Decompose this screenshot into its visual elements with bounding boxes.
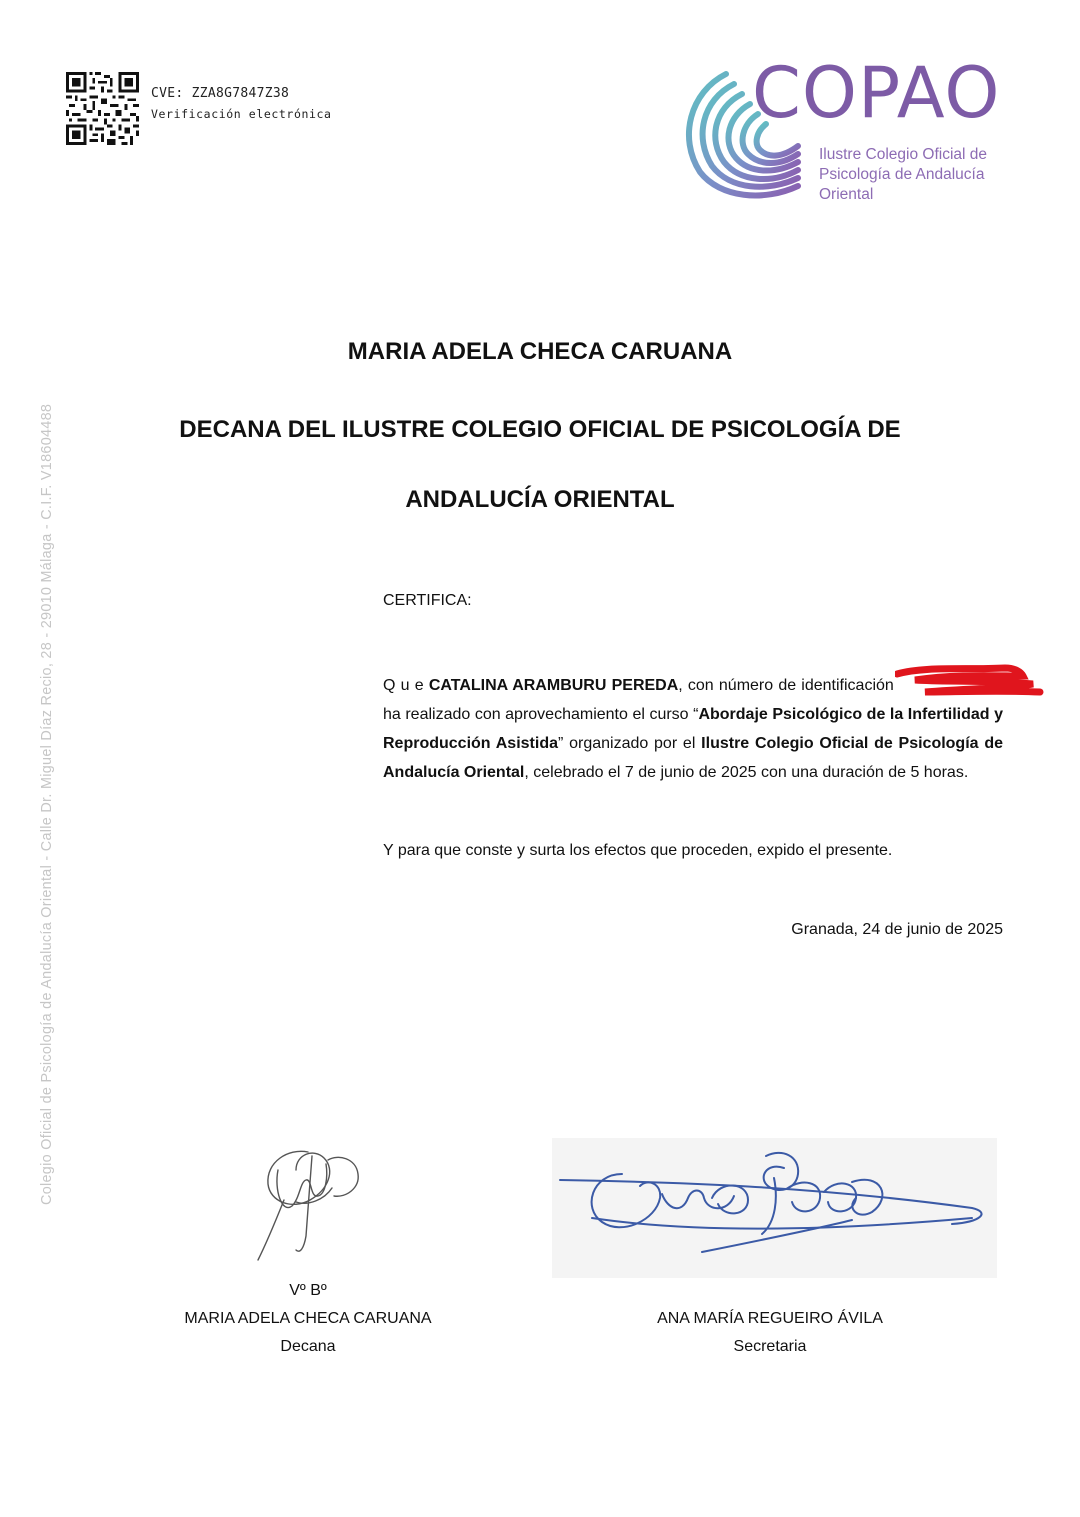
logo-subtitle-line: Ilustre Colegio Oficial de	[819, 146, 987, 163]
body-text-2: ha realizado con aprovechamiento el curso “	[383, 706, 699, 723]
decana-signature-block	[178, 1277, 438, 1361]
body-text-1: , con número de identificación	[678, 677, 894, 694]
certifier-title-line2: ANDALUCÍA ORIENTAL	[405, 486, 675, 513]
secretaria-signature	[552, 1138, 997, 1278]
certifier-name: MARIA ADELA CHECA CARUANA	[347, 338, 733, 365]
course-name: Abordaje Psicológico de la Infertilidad y Reproducción Asistida	[383, 706, 1004, 752]
person-name: CATALINA ARAMBURU PEREDA	[428, 677, 679, 694]
body-text-4: , celebrado el 7 de junio de 2025 con una duración de 5 horas.	[524, 764, 969, 781]
certificate-body	[383, 671, 1003, 787]
visto-bueno: Vº Bº	[289, 1282, 327, 1299]
certifica-heading: CERTIFICA:	[383, 592, 472, 609]
issue-date: Granada, 24 de junio de 2025	[791, 921, 1003, 938]
closing-statement: Y para que conste y surta los efectos que proceden, expido el presente.	[383, 842, 893, 859]
redaction-mark	[899, 674, 1003, 694]
secretaria-role: Secretaria	[733, 1338, 807, 1355]
decana-signature	[248, 1140, 368, 1270]
organization-name: Ilustre Colegio Oficial de Psicología de Andalucía Oriental	[383, 735, 1003, 781]
logo-subtitle	[819, 145, 987, 205]
secretaria-name: ANA MARÍA REGUEIRO ÁVILA	[657, 1310, 883, 1327]
body-text-3: ” organizado por el	[557, 735, 696, 752]
verification-label: Verificación electrónica	[151, 107, 332, 121]
cve-code: CVE: ZZA8G7847Z38	[151, 86, 290, 101]
side-address-text: Colegio Oficial de Psicología de Andalucía Oriental - Calle Dr. Miguel Díaz Recio, 28 - 29010 Málaga - C.I.F. V18604488	[39, 403, 55, 1205]
cve-block	[151, 86, 332, 121]
certifier-title-line1: DECANA DEL ILUSTRE COLEGIO OFICIAL DE PSICOLOGÍA DE	[179, 416, 901, 443]
copao-wordmark: COPAO	[752, 52, 1001, 134]
qr-code	[66, 72, 139, 145]
decana-role: Decana	[280, 1338, 336, 1355]
logo-subtitle-line: Oriental	[819, 186, 874, 203]
decana-name: MARIA ADELA CHECA CARUANA	[184, 1310, 432, 1327]
logo-subtitle-line: Psicología de Andalucía	[819, 166, 985, 183]
que-text: Q u e	[383, 677, 424, 694]
secretaria-signature-block	[640, 1305, 900, 1361]
